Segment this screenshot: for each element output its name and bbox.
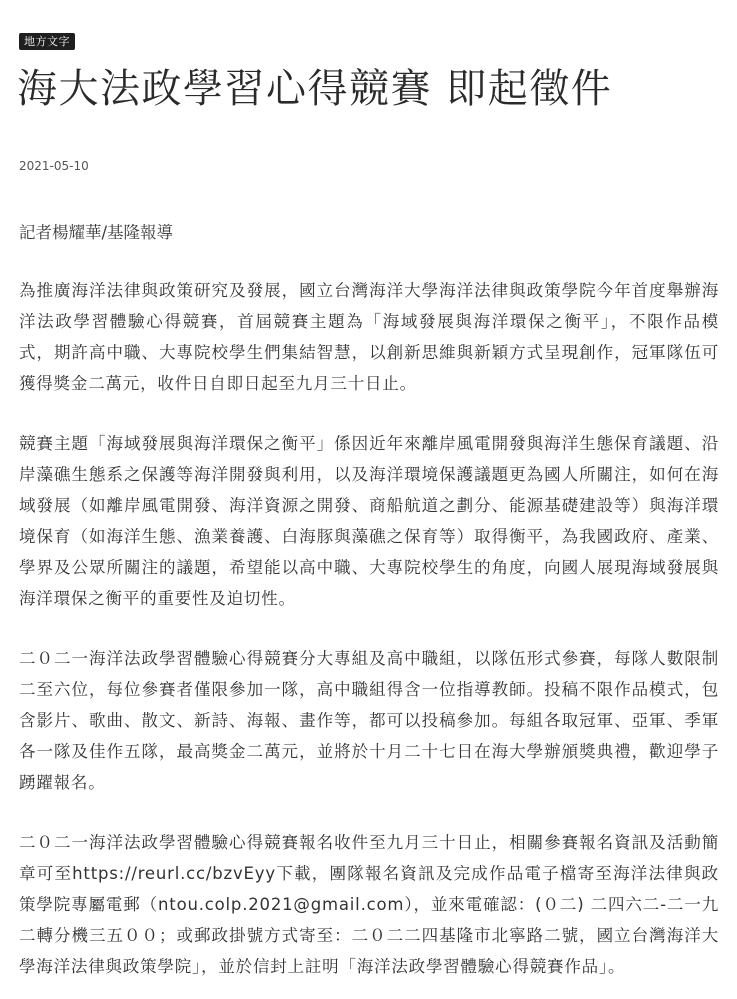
category-badge[interactable]: 地方文字 <box>19 33 75 50</box>
paragraph-3: 二０二一海洋法政學習體驗心得競賽分大專組及高中職組，以隊伍形式參賽，每隊人數限制二至六位，每位參賽者僅限參加一隊，高中職組得含一位指導教師。投稿不限作品模式，包含影片、歌曲、散文、新詩、海報、畫作等，都可以投稿參加。每組各取冠軍、亞軍、季軍各一隊及佳作五隊，最高獎金二萬元，並將於十月二十七日在海大學辦頒獎典禮，歡迎學子踴躍報名。 <box>19 649 719 792</box>
paragraph-4: 二０二一海洋法政學習體驗心得競賽報名收件至九月三十日止，相關參賽報名資訊及活動簡章可至https://reurl.cc/bzvEyy下載，團隊報名資訊及完成作品電子檔寄至海洋法律與政策學院專屬電郵（ntou.colp.2021@gmail.com），並來電確認：(０二) 二四六二-二一九二轉分機三五００；或郵政掛號方式寄至：二０二二四基隆市北寧路二號，國立台灣海洋大學海洋法律與政策學院」，並於信封上註明「海洋法政學習體驗心得競賽作品」。 <box>19 833 719 976</box>
publish-date: 2021-05-10 <box>19 159 89 173</box>
article-title: 海大法政學習心得競賽 即起徵件 <box>17 66 613 112</box>
paragraph-2: 競賽主題「海域發展與海洋環保之衡平」係因近年來離岸風電開發與海洋生態保育議題、沿岸藻礁生態系之保護等海洋開發與利用，以及海洋環境保護議題更為國人所關注，如何在海域發展（如離岸風電開發、海洋資源之開發、商船航道之劃分、能源基礎建設等）與海洋環境保育（如海洋生態、漁業養護、白海豚與藻礁之保育等）取得衡平，為我國政府、產業、學界及公眾所關注的議題，希望能以高中職、大專院校學生的角度，向國人展現海域發展與海洋環保之衡平的重要性及迫切性。 <box>19 434 719 608</box>
byline: 記者楊耀華/基隆報導 <box>19 223 174 242</box>
article <box>19 30 719 999</box>
paragraph-1: 為推廣海洋法律與政策研究及發展，國立台灣海洋大學海洋法律與政策學院今年首度舉辦海洋法政學習體驗心得競賽，首屆競賽主題為「海域發展與海洋環保之衡平」，不限作品模式，期許高中職、大專院校學生們集結智慧，以創新思維與新穎方式呈現創作，冠軍隊伍可獲得獎金二萬元，收件日自即日起至九月三十日止。 <box>19 281 719 393</box>
